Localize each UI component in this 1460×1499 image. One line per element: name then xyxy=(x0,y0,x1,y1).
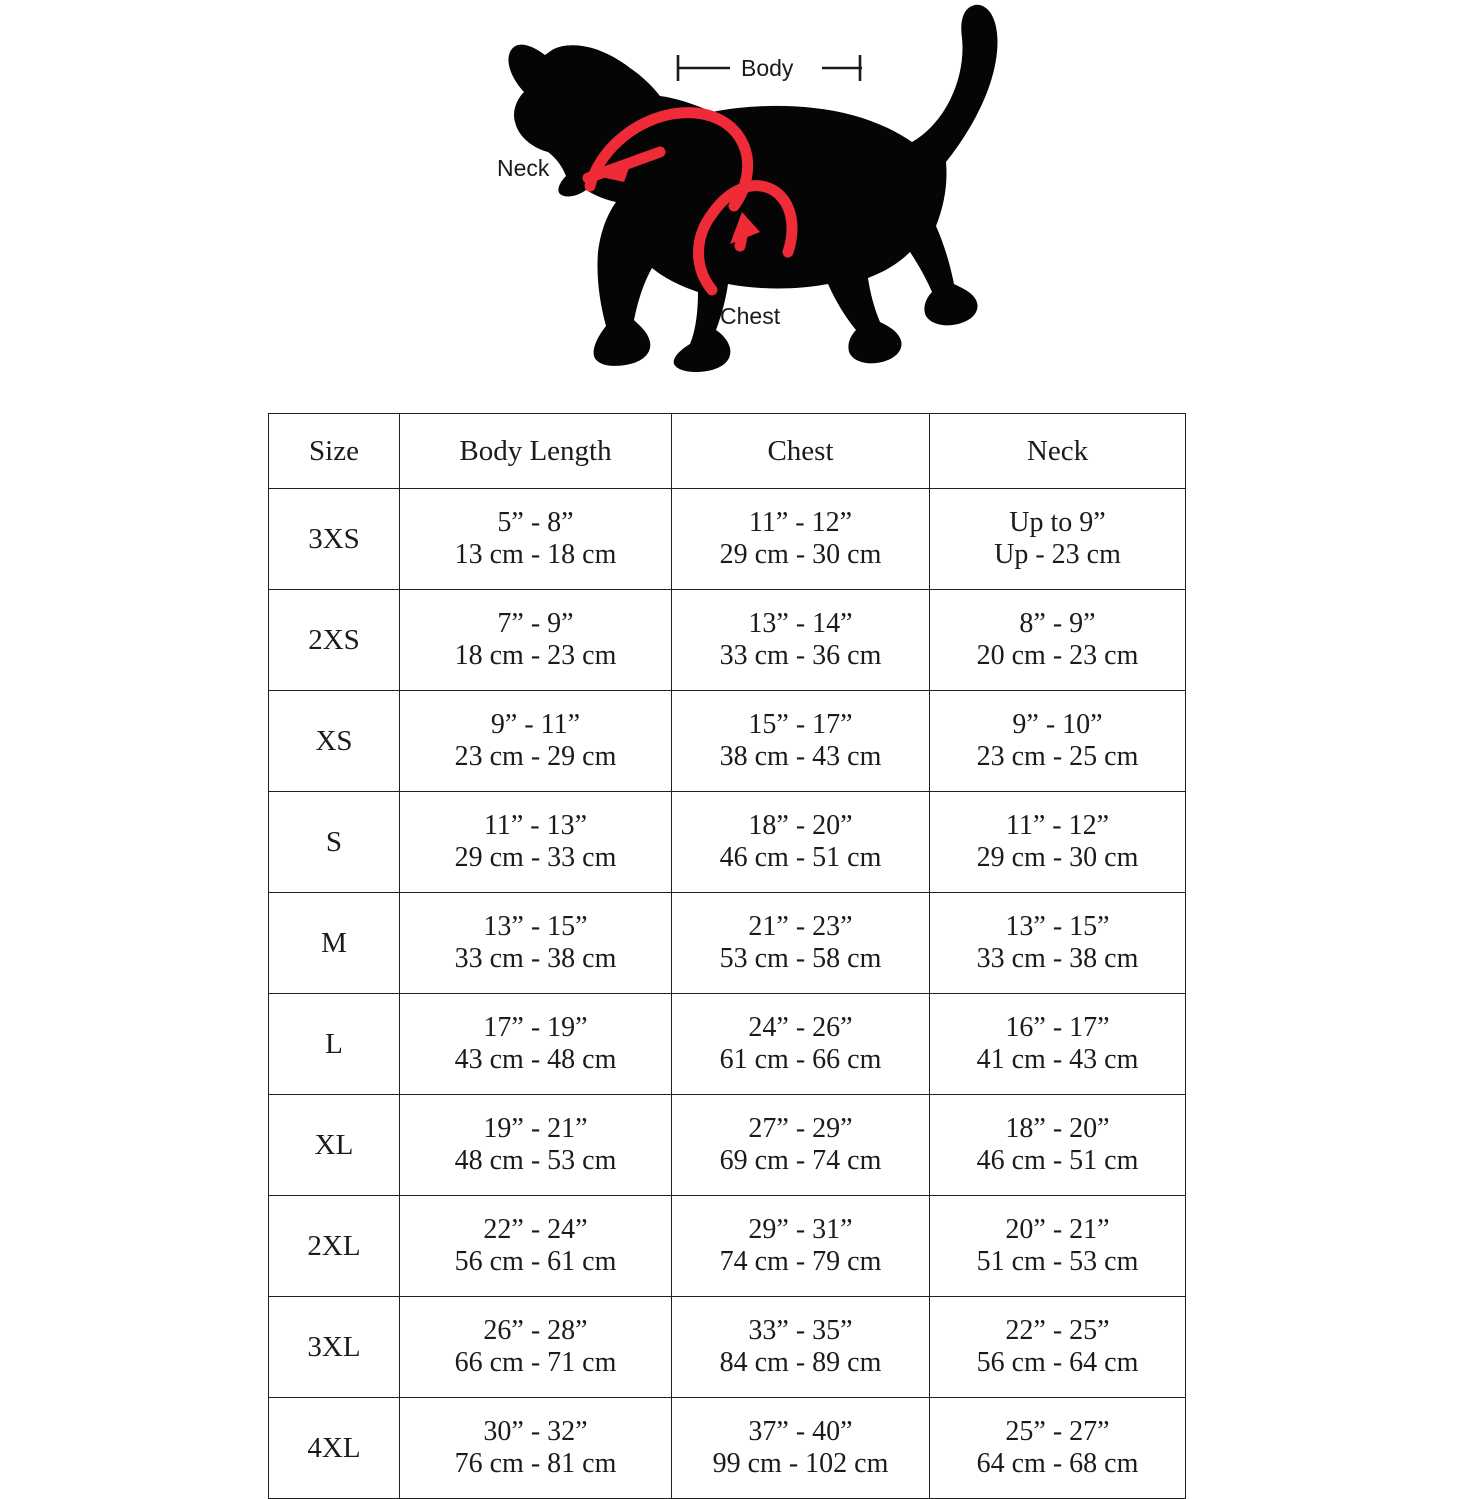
cell-neck xyxy=(930,1297,1186,1398)
value-inches: 16” - 17” xyxy=(1005,1011,1110,1043)
cell-size: XL xyxy=(269,1095,400,1196)
value-inches: 27” - 29” xyxy=(748,1112,853,1144)
column-header-size: Size xyxy=(269,414,400,489)
cell-body-length xyxy=(400,590,672,691)
cell-chest xyxy=(672,1398,930,1499)
cell-body-length xyxy=(400,1095,672,1196)
value-inches: 30” - 32” xyxy=(483,1415,588,1447)
value-cm: Up - 23 cm xyxy=(994,539,1121,570)
cell-body-length xyxy=(400,691,672,792)
value-inches: 20” - 21” xyxy=(1005,1213,1110,1245)
table-row xyxy=(269,489,1186,590)
cell-neck xyxy=(930,691,1186,792)
value-cm: 99 cm - 102 cm xyxy=(712,1448,889,1479)
size-chart-table xyxy=(268,413,1186,1499)
value-inches: 22” - 24” xyxy=(483,1213,588,1245)
cell-body-length xyxy=(400,994,672,1095)
cell-neck xyxy=(930,590,1186,691)
value-inches: 11” - 12” xyxy=(1005,809,1110,841)
label-neck: Neck xyxy=(497,155,550,181)
value-cm: 29 cm - 30 cm xyxy=(719,539,882,570)
cell-body-length xyxy=(400,489,672,590)
value-inches: 5” - 8” xyxy=(497,506,574,538)
table-row xyxy=(269,1297,1186,1398)
cell-size: S xyxy=(269,792,400,893)
table-row xyxy=(269,1398,1186,1499)
value-inches: 13” - 15” xyxy=(483,910,588,942)
value-inches: 33” - 35” xyxy=(748,1314,853,1346)
value-cm: 38 cm - 43 cm xyxy=(719,741,882,772)
column-header-chest: Chest xyxy=(672,414,930,489)
value-inches: 22” - 25” xyxy=(1005,1314,1110,1346)
value-cm: 33 cm - 36 cm xyxy=(719,640,882,671)
value-inches: 18” - 20” xyxy=(748,809,853,841)
value-inches: 15” - 17” xyxy=(748,708,853,740)
table-row xyxy=(269,994,1186,1095)
value-cm: 29 cm - 33 cm xyxy=(454,842,617,873)
table-row xyxy=(269,590,1186,691)
cell-chest xyxy=(672,893,930,994)
label-body: Body xyxy=(741,55,794,81)
value-inches: 29” - 31” xyxy=(748,1213,853,1245)
value-cm: 84 cm - 89 cm xyxy=(719,1347,882,1378)
cell-chest xyxy=(672,1297,930,1398)
value-cm: 20 cm - 23 cm xyxy=(976,640,1139,671)
cell-chest xyxy=(672,1095,930,1196)
cell-body-length xyxy=(400,1398,672,1499)
value-inches: 26” - 28” xyxy=(483,1314,588,1346)
cell-size: 3XL xyxy=(269,1297,400,1398)
value-inches: 25” - 27” xyxy=(1005,1415,1110,1447)
label-chest: Chest xyxy=(720,303,781,329)
value-cm: 43 cm - 48 cm xyxy=(454,1044,617,1075)
value-cm: 51 cm - 53 cm xyxy=(976,1246,1139,1277)
column-header-body-length: Body Length xyxy=(400,414,672,489)
table-row xyxy=(269,1196,1186,1297)
column-header-neck: Neck xyxy=(930,414,1186,489)
cell-body-length xyxy=(400,893,672,994)
value-cm: 69 cm - 74 cm xyxy=(719,1145,882,1176)
cell-chest xyxy=(672,489,930,590)
value-inches: 9” - 11” xyxy=(490,708,581,740)
value-cm: 56 cm - 64 cm xyxy=(976,1347,1139,1378)
value-cm: 13 cm - 18 cm xyxy=(454,539,617,570)
value-cm: 48 cm - 53 cm xyxy=(454,1145,617,1176)
cell-neck xyxy=(930,893,1186,994)
value-inches: 24” - 26” xyxy=(748,1011,853,1043)
table-header-row xyxy=(269,414,1186,489)
cell-size: XS xyxy=(269,691,400,792)
value-inches: 19” - 21” xyxy=(483,1112,588,1144)
value-cm: 64 cm - 68 cm xyxy=(976,1448,1139,1479)
size-chart-wrapper xyxy=(268,413,1185,1499)
value-cm: 53 cm - 58 cm xyxy=(719,943,882,974)
cell-chest xyxy=(672,994,930,1095)
value-inches: 9” - 10” xyxy=(1012,708,1103,740)
table-row xyxy=(269,792,1186,893)
measurement-diagram xyxy=(0,0,1460,400)
table-row xyxy=(269,893,1186,994)
cell-chest xyxy=(672,792,930,893)
cell-size: 3XS xyxy=(269,489,400,590)
cell-chest xyxy=(672,590,930,691)
value-cm: 66 cm - 71 cm xyxy=(454,1347,617,1378)
cell-body-length xyxy=(400,792,672,893)
cell-neck xyxy=(930,1095,1186,1196)
value-cm: 23 cm - 25 cm xyxy=(976,741,1139,772)
cell-size: 4XL xyxy=(269,1398,400,1499)
value-inches: 13” - 14” xyxy=(748,607,853,639)
value-inches: 37” - 40” xyxy=(748,1415,853,1447)
value-cm: 33 cm - 38 cm xyxy=(454,943,617,974)
value-inches: 7” - 9” xyxy=(497,607,574,639)
value-inches: Up to 9” xyxy=(1009,506,1106,538)
cell-size: 2XL xyxy=(269,1196,400,1297)
value-cm: 41 cm - 43 cm xyxy=(976,1044,1139,1075)
value-cm: 46 cm - 51 cm xyxy=(719,842,882,873)
value-inches: 11” - 13” xyxy=(483,809,588,841)
value-cm: 29 cm - 30 cm xyxy=(976,842,1139,873)
value-cm: 33 cm - 38 cm xyxy=(976,943,1139,974)
cell-body-length xyxy=(400,1196,672,1297)
value-cm: 46 cm - 51 cm xyxy=(976,1145,1139,1176)
cell-neck xyxy=(930,1196,1186,1297)
value-cm: 74 cm - 79 cm xyxy=(719,1246,882,1277)
cell-size: 2XS xyxy=(269,590,400,691)
value-inches: 8” - 9” xyxy=(1019,607,1096,639)
cell-neck xyxy=(930,792,1186,893)
cell-body-length xyxy=(400,1297,672,1398)
cell-size: M xyxy=(269,893,400,994)
cell-neck xyxy=(930,1398,1186,1499)
value-cm: 76 cm - 81 cm xyxy=(454,1448,617,1479)
value-inches: 11” - 12” xyxy=(748,506,853,538)
cell-size: L xyxy=(269,994,400,1095)
value-cm: 61 cm - 66 cm xyxy=(719,1044,882,1075)
table-row xyxy=(269,1095,1186,1196)
cell-neck xyxy=(930,489,1186,590)
value-cm: 18 cm - 23 cm xyxy=(454,640,617,671)
value-inches: 17” - 19” xyxy=(483,1011,588,1043)
value-inches: 18” - 20” xyxy=(1005,1112,1110,1144)
cell-chest xyxy=(672,1196,930,1297)
value-cm: 56 cm - 61 cm xyxy=(454,1246,617,1277)
cell-neck xyxy=(930,994,1186,1095)
value-inches: 13” - 15” xyxy=(1005,910,1110,942)
table-row xyxy=(269,691,1186,792)
value-cm: 23 cm - 29 cm xyxy=(454,741,617,772)
dog-silhouette-icon xyxy=(0,0,1460,400)
cell-chest xyxy=(672,691,930,792)
value-inches: 21” - 23” xyxy=(748,910,853,942)
